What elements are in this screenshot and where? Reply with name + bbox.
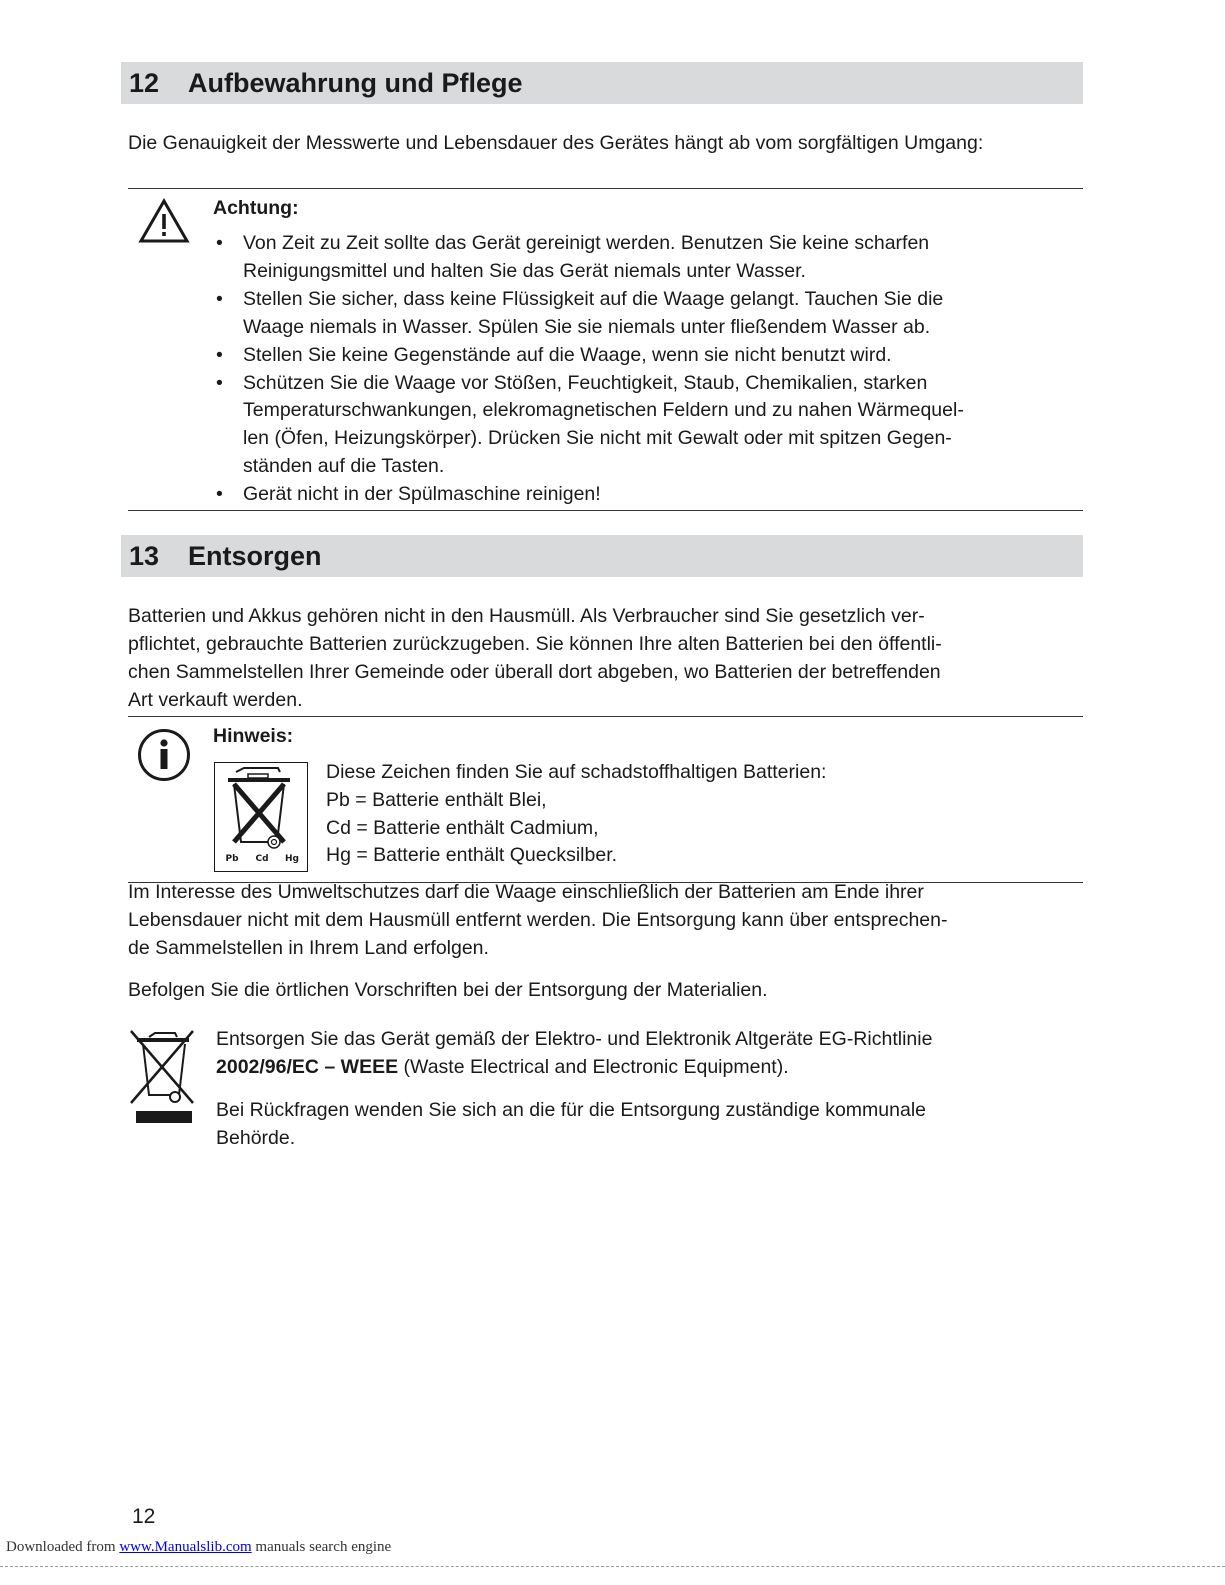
note-line: Hg = Batterie enthält Quecksilber. [326, 844, 618, 867]
warning-title: Achtung: [213, 197, 299, 219]
section-13-intro: Batterien und Akkus gehören nicht in den Hausmüll. Als Verbraucher sind Sie gesetzlich ver- pflichtet, gebrauchte Batterien zurückzugeben. Sie können Ihre alten Batterien bei den öffentli- chen Sammelstellen Ihrer Gemeinde oder überall dort abgeben, wo Batterien der betreffenden Art verkauft werden. [128, 605, 942, 711]
note-line: Pb = Batterie enthält Blei, [326, 788, 547, 811]
contact-paragraph: Bei Rückfragen wenden Sie sich an die für die Entsorgung zuständige kommunale Behörde. [216, 1099, 927, 1149]
crossed-bin-battery-icon [214, 762, 308, 872]
battery-notes [326, 759, 1026, 870]
note-title: Hinweis: [213, 725, 294, 747]
weee-directive: 2002/96/EC – WEEE [216, 1056, 399, 1078]
list-item: • Von Zeit zu Zeit sollte das Gerät gereinigt werden. Benutzen Sie keine scharfen Reinigungsmittel und halten Sie das Gerät niemals unter Wasser. [216, 232, 930, 282]
manualslib-link[interactable]: www.Manualslib.com [119, 1539, 252, 1555]
regulations-paragraph: Befolgen Sie die örtlichen Vorschriften bei der Entsorgung der Materialien. [128, 979, 768, 1001]
weee-paragraph: Entsorgen Sie das Gerät gemäß der Elektro- und Elektronik Altgeräte EG-Richtlinie 2002/96/EC – WEEE (Waste Electrical and Electronic Equipment). [216, 1028, 933, 1078]
section-title: Aufbewahrung und Pflege [188, 68, 523, 98]
section-12-heading [121, 62, 1083, 104]
environment-paragraph: Im Interesse des Umweltschutzes darf die Waage einschließlich der Batterien am Ende ihrer Lebensdauer nicht mit dem Hausmüll entfernt werden. Die Entsorgung kann über entsprechen- de Sammelstellen in Ihrem Land erfolgen. [128, 881, 948, 959]
warning-list [213, 230, 1088, 509]
section-title: Entsorgen [188, 541, 322, 571]
section-13-heading [121, 535, 1083, 577]
battery-label-hg: Hg [285, 854, 299, 864]
info-icon [137, 728, 191, 782]
divider [128, 188, 1083, 189]
divider [128, 510, 1083, 511]
weee-bin-icon [127, 1027, 201, 1125]
section-number: 13 [129, 541, 160, 571]
divider [128, 716, 1083, 717]
note-line: Diese Zeichen finden Sie auf schadstoffhaltigen Batterien: [326, 761, 827, 783]
list-item: • Stellen Sie keine Gegenstände auf die Waage, wenn sie nicht benutzt wird. [216, 343, 892, 366]
list-item: • Schützen Sie die Waage vor Stößen, Feuchtigkeit, Staub, Chemikalien, starken Temperaturschwankungen, elekromagnetischen Feldern und zu nahen Wärmequel- len (Öfen, Heizungskörper). Drücken Sie nicht mit Gewalt oder mit spitzen Gegen- ständen auf die Tasten. [216, 371, 964, 478]
section-number: 12 [129, 68, 160, 98]
battery-label-pb: Pb [225, 854, 239, 864]
note-line: Cd = Batterie enthält Cadmium, [326, 816, 599, 839]
section-12-intro: Die Genauigkeit der Messwerte und Lebensdauer des Gerätes hängt ab vom sorgfältigen Umgang: [128, 132, 984, 154]
list-item: • Stellen Sie sicher, dass keine Flüssigkeit auf die Waage gelangt. Tauchen Sie die Waage niemals in Wasser. Spülen Sie sie niemals unter fließendem Wasser ab. [216, 287, 944, 338]
footer-divider [0, 1566, 1225, 1567]
warning-icon [138, 198, 190, 244]
battery-label-cd: Cd [255, 854, 269, 864]
page-number: 12 [132, 1505, 156, 1528]
list-item: • Gerät nicht in der Spülmaschine reinigen! [216, 483, 601, 506]
download-footer: Downloaded from www.Manualslib.com manuals search engine [6, 1539, 392, 1555]
